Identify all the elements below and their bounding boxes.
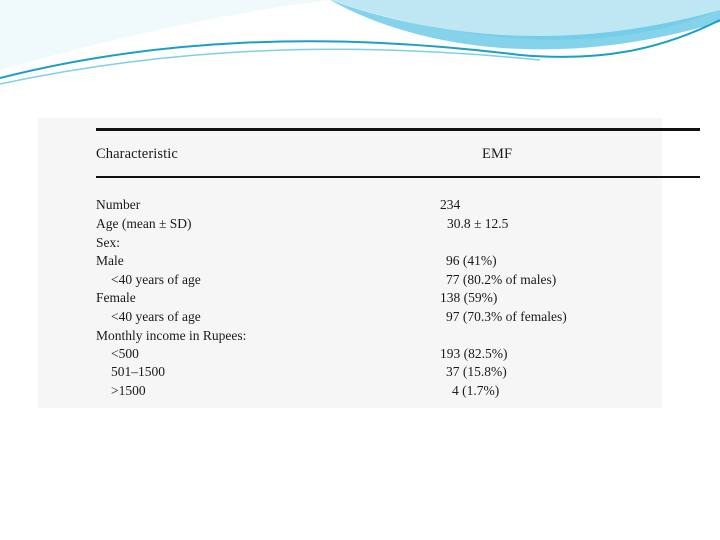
row-label: Number — [96, 197, 141, 212]
row-label: Female — [96, 290, 136, 305]
decorative-header-swoosh — [0, 0, 720, 90]
row-label: 501–1500 — [111, 364, 165, 379]
row-value: 77 (80.2% of males) — [446, 272, 557, 287]
row-label: Age (mean ± SD) — [96, 216, 192, 231]
row-value: 96 (41%) — [446, 253, 497, 268]
table-header-rule — [96, 176, 700, 178]
row-value: 138 (59%) — [440, 290, 498, 305]
row-label: <40 years of age — [111, 309, 201, 324]
row-value: 97 (70.3% of females) — [446, 309, 567, 324]
row-label: Monthly income in Rupees: — [96, 328, 247, 343]
row-label: Sex: — [96, 235, 121, 250]
row-value: 234 — [440, 197, 461, 212]
row-label: <500 — [111, 346, 139, 361]
demographics-table — [38, 118, 662, 408]
row-value: 37 (15.8%) — [446, 364, 507, 379]
row-value: 4 (1.7%) — [452, 383, 500, 398]
row-label: >1500 — [111, 383, 146, 398]
table-top-rule — [96, 128, 700, 131]
header-characteristic: Characteristic — [96, 146, 178, 162]
row-value: 193 (82.5%) — [440, 346, 508, 361]
row-value: 30.8 ± 12.5 — [447, 216, 509, 231]
row-label: Male — [96, 253, 124, 268]
row-label: <40 years of age — [111, 272, 201, 287]
header-emf: EMF — [482, 146, 513, 162]
